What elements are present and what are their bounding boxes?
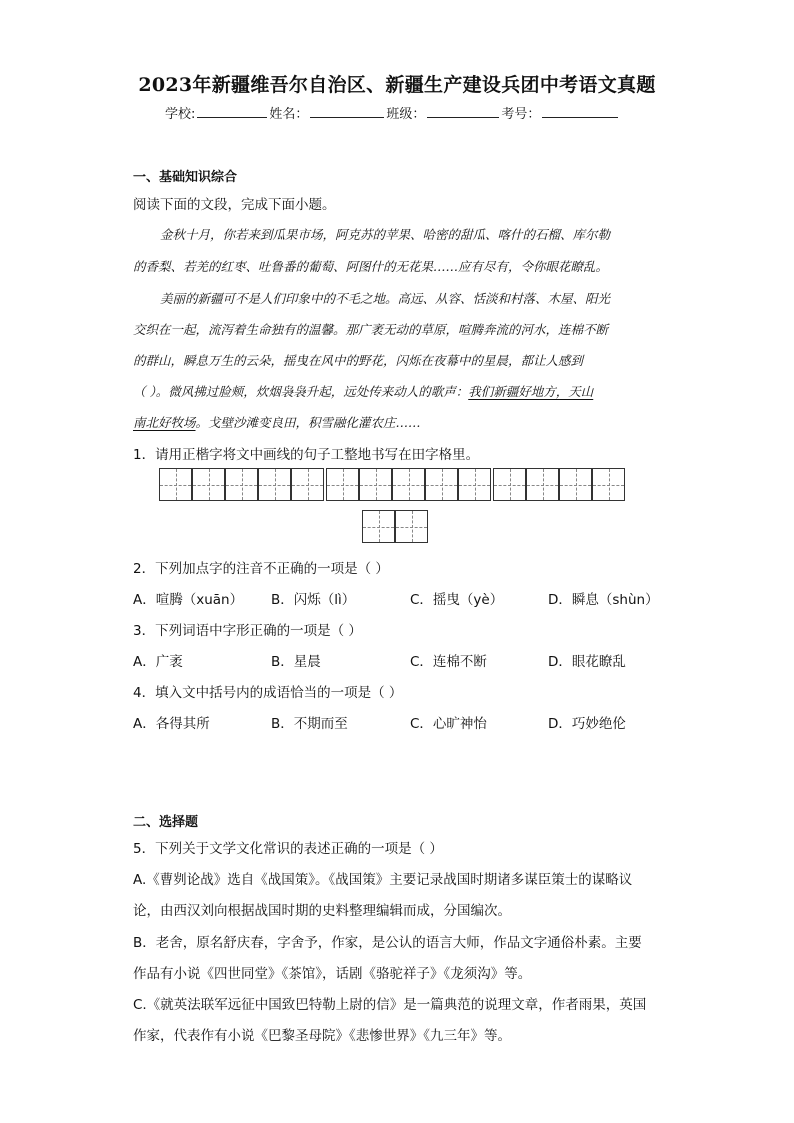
q3-option-b[interactable]: B．星晨 xyxy=(271,654,321,670)
id-label: 考号： xyxy=(501,107,541,122)
grid-cell[interactable] xyxy=(425,468,458,501)
id-blank xyxy=(542,105,618,118)
q2-option-a[interactable]: A．喧腾（xuān） xyxy=(133,592,244,608)
grid-cell[interactable] xyxy=(592,468,625,501)
section2-heading: 二、选择题 xyxy=(133,815,199,830)
grid-cell[interactable] xyxy=(359,468,392,501)
class-blank xyxy=(427,105,499,118)
section1-instruction: 阅读下面的文段，完成下面小题。 xyxy=(133,197,336,213)
grid-cell[interactable] xyxy=(192,468,225,501)
page-title: 2023年新疆维吾尔自治区、新疆生产建设兵团中考语文真题 xyxy=(138,74,656,96)
question-5: 5．下列关于文学文化常识的表述正确的一项是（ ） xyxy=(133,841,443,857)
passage-tail: 。戈壁沙滩变良田，积雪融化灌农庄…… xyxy=(195,415,421,430)
q4-option-d[interactable]: D．巧妙绝伦 xyxy=(548,716,626,732)
q2-option-c[interactable]: C．摇曳（yè） xyxy=(410,592,504,608)
underlined-sentence-part1: 我们新疆好地方，天山 xyxy=(468,384,594,399)
tianzige-grid-row2[interactable] xyxy=(362,510,428,543)
grid-cell[interactable] xyxy=(159,468,192,501)
q4-option-a[interactable]: A．各得其所 xyxy=(133,716,210,732)
section1-heading: 一、基础知识综合 xyxy=(133,170,238,185)
grid-cell[interactable] xyxy=(559,468,592,501)
passage-line-3: 美丽的新疆可不是人们印象中的不毛之地。高远、从容、恬淡和村落、木屋、阳光 xyxy=(160,291,611,306)
q3-option-d[interactable]: D．眼花瞭乱 xyxy=(548,654,626,670)
grid-cell[interactable] xyxy=(362,510,395,543)
q4-option-b[interactable]: B．不期而至 xyxy=(271,716,348,732)
grid-cell[interactable] xyxy=(326,468,359,501)
passage-line-2: 的香梨、若羌的红枣、吐鲁番的葡萄、阿图什的无花果……应有尽有，令你眼花瞭乱。 xyxy=(133,259,609,274)
question-4: 4．填入文中括号内的成语恰当的一项是（ ） xyxy=(133,685,403,701)
underlined-sentence-part2: 南北好牧场 xyxy=(133,415,196,430)
q5-option-a-line2: 论，由西汉刘向根据战国时期的史料整理编辑而成，分国编次。 xyxy=(133,903,511,919)
q3-option-a[interactable]: A．广袤 xyxy=(133,654,183,670)
question-1: 1．请用正楷字将文中画线的句子工整地书写在田字格里。 xyxy=(133,447,480,463)
grid-cell[interactable] xyxy=(392,468,425,501)
passage-line-1: 金秋十月，你若来到瓜果市场，阿克苏的苹果、哈密的甜瓜、喀什的石榴、库尔勒 xyxy=(160,227,611,242)
q2-option-d[interactable]: D．瞬息（shùn） xyxy=(548,592,659,608)
question-3: 3．下列词语中字形正确的一项是（ ） xyxy=(133,623,362,639)
grid-cell[interactable] xyxy=(225,468,258,501)
q5-option-b-line1[interactable]: B．老舍，原名舒庆春，字舍予，作家，是公认的语言大师，作品文字通俗朴素。主要 xyxy=(133,935,642,951)
name-label: 姓名： xyxy=(269,107,309,122)
grid-cell[interactable] xyxy=(395,510,428,543)
passage-line-5: 的群山，瞬息万生的云朵，摇曳在风中的野花，闪烁在夜幕中的星晨，都让人感到 xyxy=(133,353,584,368)
q4-option-c[interactable]: C．心旷神怡 xyxy=(410,716,487,732)
passage-before-underline: （ ）。微风拂过脸颊，炊烟袅袅升起，远处传来动人的歌声： xyxy=(133,384,469,399)
grid-cell[interactable] xyxy=(493,468,526,501)
question-2: 2．下列加点字的注音不正确的一项是（ ） xyxy=(133,561,389,577)
passage-line-7 xyxy=(133,413,421,431)
name-blank xyxy=(310,105,384,118)
q5-option-a-line1[interactable]: A.《曹刿论战》选自《战国策》。《战国策》主要记录战国时期诸多谋臣策士的谋略议 xyxy=(133,872,633,888)
school-blank xyxy=(197,105,267,118)
school-label: 学校: xyxy=(165,107,196,122)
grid-cell[interactable] xyxy=(291,468,324,501)
class-label: 班级： xyxy=(386,107,426,122)
grid-cell[interactable] xyxy=(526,468,559,501)
q2-option-b[interactable]: B．闪烁（lì） xyxy=(271,592,356,608)
q5-option-c-line1[interactable]: C.《就英法联军远征中国致巴特勒上尉的信》是一篇典范的说理文章，作者雨果，英国 xyxy=(133,997,647,1013)
passage-line-6 xyxy=(133,382,593,400)
student-info-line xyxy=(165,103,620,122)
passage-line-4: 交织在一起，流泻着生命独有的温馨。那广袤无动的草原，喧腾奔流的河水，连棉不断 xyxy=(133,322,609,337)
q5-option-c-line2: 作家，代表作有小说《巴黎圣母院》《悲惨世界》《九三年》等。 xyxy=(133,1028,511,1044)
tianzige-grid-row1[interactable] xyxy=(159,468,625,501)
q3-option-c[interactable]: C．连棉不断 xyxy=(410,654,487,670)
grid-cell[interactable] xyxy=(258,468,291,501)
q5-option-b-line2: 作品有小说《四世同堂》《茶馆》，话剧《骆驼祥子》《龙须沟》等。 xyxy=(133,966,532,982)
grid-cell[interactable] xyxy=(458,468,491,501)
